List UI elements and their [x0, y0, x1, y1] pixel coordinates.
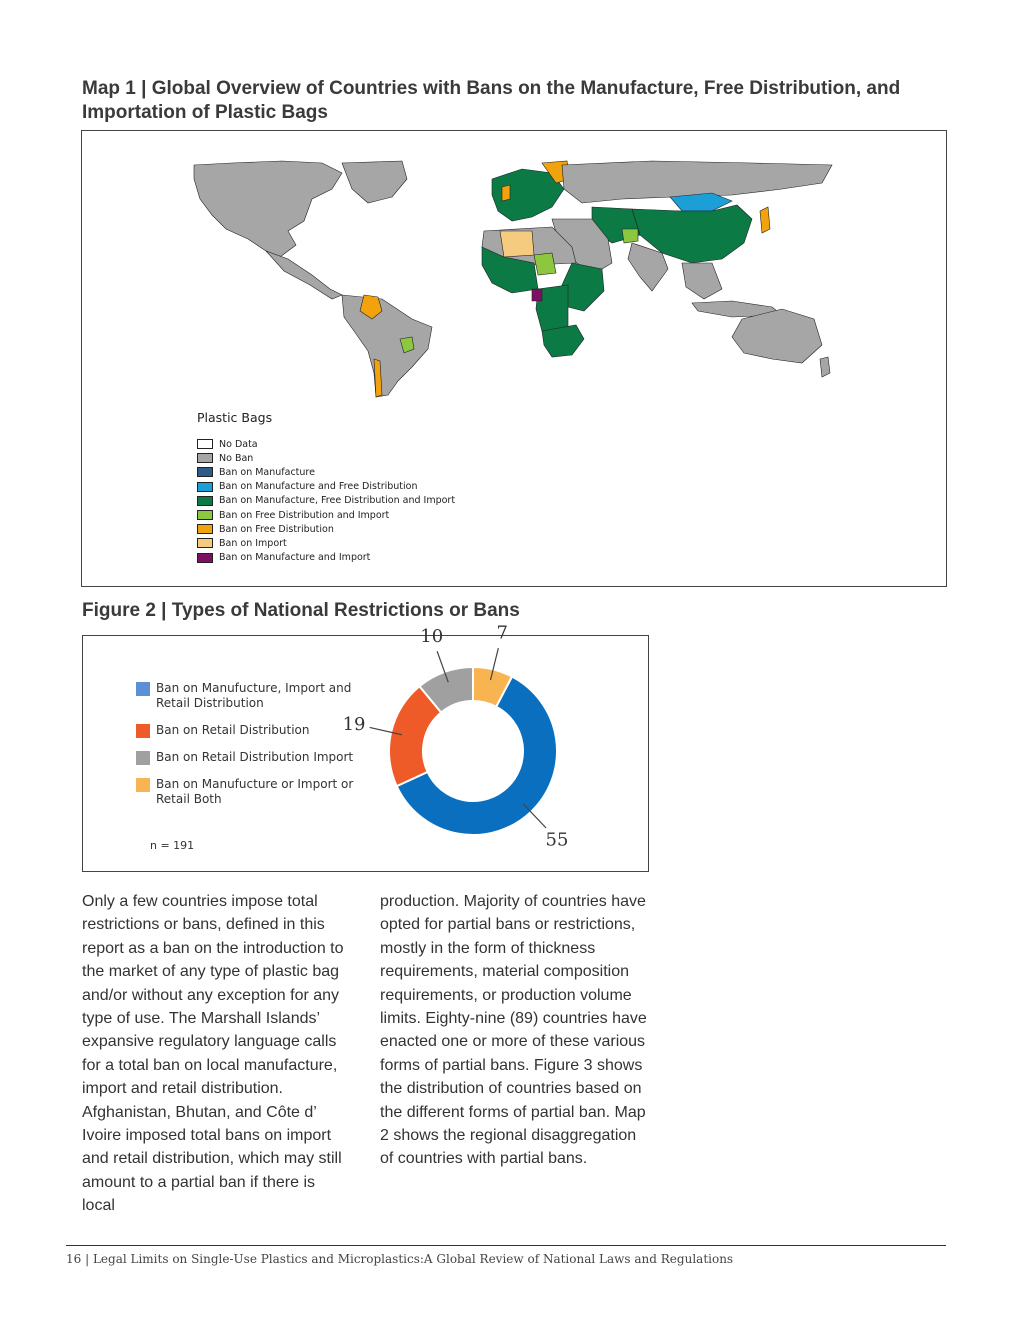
legend-label: Ban on Free Distribution	[219, 523, 334, 535]
map-legend-item	[197, 536, 455, 550]
legend-label: Ban on Manufucture, Import and Retail Distribution	[156, 681, 352, 710]
map-legend	[197, 410, 455, 565]
figure-legend-item	[136, 777, 356, 807]
legend-swatch	[197, 538, 213, 548]
figure-panel	[82, 622, 649, 872]
legend-swatch	[136, 724, 150, 738]
legend-swatch	[136, 751, 150, 765]
map-region-gabon	[532, 289, 542, 301]
donut-data-label: 7	[496, 622, 508, 644]
figure-legend	[136, 681, 356, 819]
map-title: Map 1 | Global Overview of Countries with Bans on the Manufacture, Free Distribution, and Importation of Plastic Bags	[82, 78, 901, 123]
map-region-uk	[502, 185, 510, 201]
legend-label: Ban on Retail Distribution Import	[156, 750, 354, 764]
legend-label: Ban on Retail Distribution	[156, 723, 310, 737]
map-region-north-america	[194, 161, 342, 257]
legend-label: No Data	[219, 438, 258, 450]
map-region-algeria	[500, 231, 534, 257]
map-legend-item	[197, 451, 455, 465]
map-region-niger	[534, 253, 556, 275]
legend-swatch	[197, 467, 213, 477]
page-footer: 16 | Legal Limits on Single-Use Plastics and Microplastics:A Global Review of National Laws and Regulations	[66, 1252, 734, 1266]
figure-legend-item	[136, 750, 356, 765]
legend-swatch	[197, 453, 213, 463]
map-legend-item	[197, 494, 455, 508]
figure-title: Figure 2 | Types of National Restrictions or Bans	[82, 600, 520, 621]
body-text-right: production. Majority of countries have opted for partial bans or restrictions, mostly in the form of thickness requirements, material composition requirements, or production volume limits. Eighty-nine (89) countries have enacted one or more of these various forms of partial bans. Figure 3 shows the distribution of countries based on the different forms of partial ban. Map 2 shows the regional disaggregation of countries with partial bans.	[380, 893, 647, 1168]
legend-label: No Ban	[219, 452, 254, 464]
map-legend-item	[197, 480, 455, 494]
donut-data-label: 55	[545, 829, 569, 851]
sample-size-label: n = 191	[150, 839, 195, 852]
map-legend-item	[197, 465, 455, 479]
legend-swatch	[197, 524, 213, 534]
legend-swatch	[197, 482, 213, 492]
map-region-new-zealand	[820, 357, 830, 377]
donut-data-label: 19	[342, 713, 366, 735]
legend-label: Ban on Manufacture, Free Distribution and Import	[219, 495, 456, 507]
body-text-left: Only a few countries impose total restrictions or bans, defined in this report as a ban on the introduction to the market of any type of plastic bag and/or without any exception for any type of use. The Marshall Islands’ expansive regulatory language calls for a total ban on local manufacture, import and retail distribution. Afghanistan, Bhutan, and Côte d’ Ivoire imposed total bans on import and retail distribution, which may still amount to a partial ban if there is local	[82, 893, 344, 1215]
figure-legend-item	[136, 723, 356, 738]
legend-swatch	[136, 778, 150, 792]
legend-swatch	[136, 682, 150, 696]
map-legend-title: Plastic Bags	[197, 410, 273, 425]
map-legend-item	[197, 437, 455, 451]
map-region-south-africa	[542, 325, 584, 357]
footer-rule	[66, 1245, 946, 1246]
legend-swatch	[197, 496, 213, 506]
map-region-central-america	[266, 251, 342, 299]
figure-legend-item	[136, 681, 356, 711]
world-map	[192, 159, 837, 399]
map-region-southeast-asia	[682, 263, 722, 299]
map-region-south-america	[342, 295, 432, 397]
legend-label: Ban on Manufucture or Import or Retail Both	[156, 777, 354, 806]
map-region-australia	[732, 309, 822, 363]
legend-label: Ban on Manufacture and Import	[219, 552, 371, 564]
donut-chart	[342, 622, 643, 856]
legend-swatch	[197, 553, 213, 563]
map-region-greenland	[342, 161, 407, 203]
donut-data-label: 10	[420, 626, 444, 648]
map-legend-item	[197, 508, 455, 522]
legend-swatch	[197, 510, 213, 520]
map-region-japan	[760, 207, 770, 233]
legend-swatch	[197, 439, 213, 449]
legend-label: Ban on Manufacture and Free Distribution	[219, 481, 418, 493]
map-legend-item	[197, 551, 455, 565]
legend-label: Ban on Free Distribution and Import	[219, 509, 390, 521]
map-legend-item	[197, 522, 455, 536]
map-region-afghanistan	[622, 229, 638, 243]
map-panel	[81, 130, 947, 587]
legend-label: Ban on Manufacture	[219, 466, 315, 478]
legend-label: Ban on Import	[219, 537, 287, 549]
